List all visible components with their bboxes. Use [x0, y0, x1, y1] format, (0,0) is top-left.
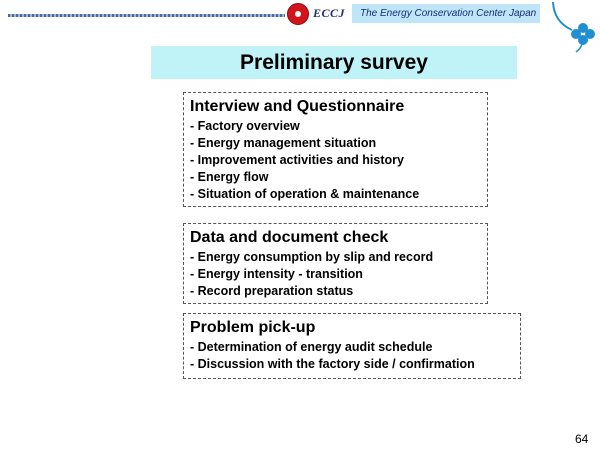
list-item: - Improvement activities and history [190, 153, 404, 167]
list-item: - Energy consumption by slip and record [190, 250, 434, 264]
panel-data-check [183, 223, 488, 304]
list-item: - Energy intensity - transition [190, 267, 363, 281]
org-name: The Energy Conservation Center Japan [360, 8, 537, 19]
eccj-logo-icon [287, 3, 309, 25]
header-rule [8, 14, 285, 17]
list-item: - Energy flow [190, 170, 269, 184]
list-item: - Energy management situation [190, 136, 377, 150]
eccj-logo-text: ECCJ [313, 6, 346, 20]
panel-interview [183, 92, 488, 207]
panel-heading: Interview and Questionnaire [190, 98, 405, 115]
list-item: - Factory overview [190, 119, 300, 133]
clover-icon [550, 0, 600, 60]
list-item: - Determination of energy audit schedule [190, 340, 433, 354]
slide-title: Preliminary survey [240, 50, 428, 74]
list-item: - Discussion with the factory side / confirmation [190, 357, 475, 371]
bullet-list [190, 118, 487, 203]
panel-problem-pickup [183, 313, 521, 379]
list-item: - Situation of operation & maintenance [190, 187, 420, 201]
slide-title-box [151, 46, 517, 79]
panel-heading: Problem pick-up [190, 319, 316, 336]
panel-heading: Data and document check [190, 229, 389, 246]
org-name-band [352, 4, 540, 23]
bullet-list [190, 339, 520, 373]
page-number: 64 [575, 432, 589, 446]
bullet-list [190, 249, 487, 300]
list-item: - Record preparation status [190, 284, 354, 298]
